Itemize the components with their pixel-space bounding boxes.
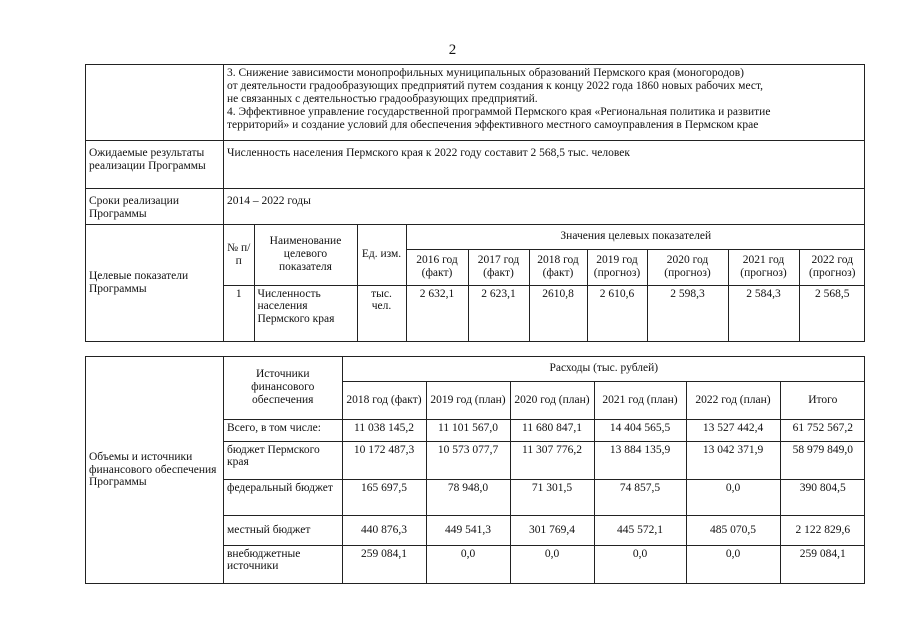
- tasks-line: от деятельности градообразующих предприятий путем создания к концу 2022 года 1860 новых рабочих мест,: [227, 79, 763, 92]
- indicator-value: 2 632,1: [406, 285, 468, 341]
- expense-value: 10 573 077,7: [426, 441, 510, 479]
- financing-year-header: 2018 год (факт): [342, 381, 426, 419]
- table-row: [224, 441, 865, 479]
- year-header: 2022 год (прогноз): [799, 249, 865, 285]
- expense-value: 2 122 829,6: [780, 515, 865, 545]
- header-indicator-name: Наименование целевого показателя: [254, 225, 357, 285]
- expense-value: 14 404 565,5: [594, 419, 686, 441]
- expense-value: 11 038 145,2: [342, 419, 426, 441]
- expense-value: 485 070,5: [686, 515, 780, 545]
- header-target-values: Значения целевых показателей: [406, 225, 865, 249]
- financing-year-header: 2022 год (план): [686, 381, 780, 419]
- expense-value: 440 876,3: [342, 515, 426, 545]
- tasks-line: 3. Снижение зависимости монопрофильных муниципальных образований Пермского края (моногородов): [227, 67, 744, 79]
- expense-value: 0,0: [686, 479, 780, 515]
- expected-results-value: Численность населения Пермского края к 2022 году составит 2 568,5 тыс. человек: [224, 141, 865, 189]
- indicators-cell: [224, 225, 865, 342]
- expense-value: 13 042 371,9: [686, 441, 780, 479]
- header-sources: Источники финансового обеспечения: [224, 357, 342, 419]
- expense-value: 445 572,1: [594, 515, 686, 545]
- year-header: 2018 год (факт): [529, 249, 587, 285]
- tasks-cell: [224, 65, 865, 141]
- header-unit: Ед. изм.: [357, 225, 406, 285]
- source-name: внебюджетные источники: [224, 545, 342, 583]
- expense-value: 259 084,1: [780, 545, 865, 583]
- year-header: 2016 год (факт): [406, 249, 468, 285]
- source-name: местный бюджет: [224, 515, 342, 545]
- expense-value: 0,0: [686, 545, 780, 583]
- row-unit: тыс. чел.: [357, 285, 406, 341]
- expense-value: 0,0: [426, 545, 510, 583]
- financing-cell: [224, 357, 865, 584]
- table-row: [224, 515, 865, 545]
- table-row: [224, 419, 865, 441]
- year-header: 2019 год (прогноз): [587, 249, 647, 285]
- expense-value: 10 172 487,3: [342, 441, 426, 479]
- row-num: 1: [224, 285, 254, 341]
- expense-value: 58 979 849,0: [780, 441, 865, 479]
- tasks-line: 4. Эффективное управление государственной программой Пермского края «Региональная политика и развитие: [227, 105, 771, 118]
- expense-value: 74 857,5: [594, 479, 686, 515]
- terms-value: 2014 – 2022 годы: [224, 189, 865, 225]
- indicator-value: 2 598,3: [647, 285, 728, 341]
- financing-year-header: 2019 год (план): [426, 381, 510, 419]
- financing-year-header: 2021 год (план): [594, 381, 686, 419]
- tasks-line: территорий» и создание условий для обеспечения эффективного местного самоуправления в Пермском крае: [227, 118, 759, 131]
- tasks-line: не связанных с деятельностью градообразующих предприятий.: [227, 92, 538, 105]
- expense-value: 301 769,4: [510, 515, 594, 545]
- expense-value: 11 680 847,1: [510, 419, 594, 441]
- passport-table-financing: [85, 356, 865, 584]
- expected-results-label: Ожидаемые результаты реализации Программы: [86, 141, 224, 189]
- source-name: федеральный бюджет: [224, 479, 342, 515]
- expense-value: 13 884 135,9: [594, 441, 686, 479]
- expense-value: 61 752 567,2: [780, 419, 865, 441]
- expense-value: 13 527 442,4: [686, 419, 780, 441]
- expense-value: 449 541,3: [426, 515, 510, 545]
- financing-year-header: 2020 год (план): [510, 381, 594, 419]
- header-expenses: Расходы (тыс. рублей): [342, 357, 865, 381]
- expense-value: 11 101 567,0: [426, 419, 510, 441]
- expense-value: 78 948,0: [426, 479, 510, 515]
- year-header: 2020 год (прогноз): [647, 249, 728, 285]
- table-row: [224, 545, 865, 583]
- year-header: 2021 год (прогноз): [728, 249, 799, 285]
- indicator-value: 2 584,3: [728, 285, 799, 341]
- indicator-value: 2 610,6: [587, 285, 647, 341]
- row-indicator-name: Численность населения Пермского края: [254, 285, 357, 341]
- financing-total-header: Итого: [780, 381, 865, 419]
- page-number: 2: [448, 42, 457, 58]
- indicator-value: 2 568,5: [799, 285, 865, 341]
- financing-label: Объемы и источники финансового обеспечения Программы: [86, 357, 224, 584]
- expense-value: 165 697,5: [342, 479, 426, 515]
- target-indicators-label: Целевые показатели Программы: [86, 225, 224, 342]
- expense-value: 0,0: [594, 545, 686, 583]
- year-header: 2017 год (факт): [468, 249, 529, 285]
- expense-value: 0,0: [510, 545, 594, 583]
- tasks-label-cell: [86, 65, 224, 141]
- source-name: бюджет Пермского края: [224, 441, 342, 479]
- expense-value: 390 804,5: [780, 479, 865, 515]
- passport-table-top: [85, 64, 865, 342]
- expense-value: 259 084,1: [342, 545, 426, 583]
- indicators-table: [224, 225, 865, 341]
- indicator-value: 2610,8: [529, 285, 587, 341]
- source-name: Всего, в том числе:: [224, 419, 342, 441]
- terms-label: Сроки реализации Программы: [86, 189, 224, 225]
- expense-value: 11 307 776,2: [510, 441, 594, 479]
- header-num: № п/п: [224, 225, 254, 285]
- indicator-value: 2 623,1: [468, 285, 529, 341]
- table-row: [224, 479, 865, 515]
- expense-value: 71 301,5: [510, 479, 594, 515]
- financing-table: [224, 357, 865, 583]
